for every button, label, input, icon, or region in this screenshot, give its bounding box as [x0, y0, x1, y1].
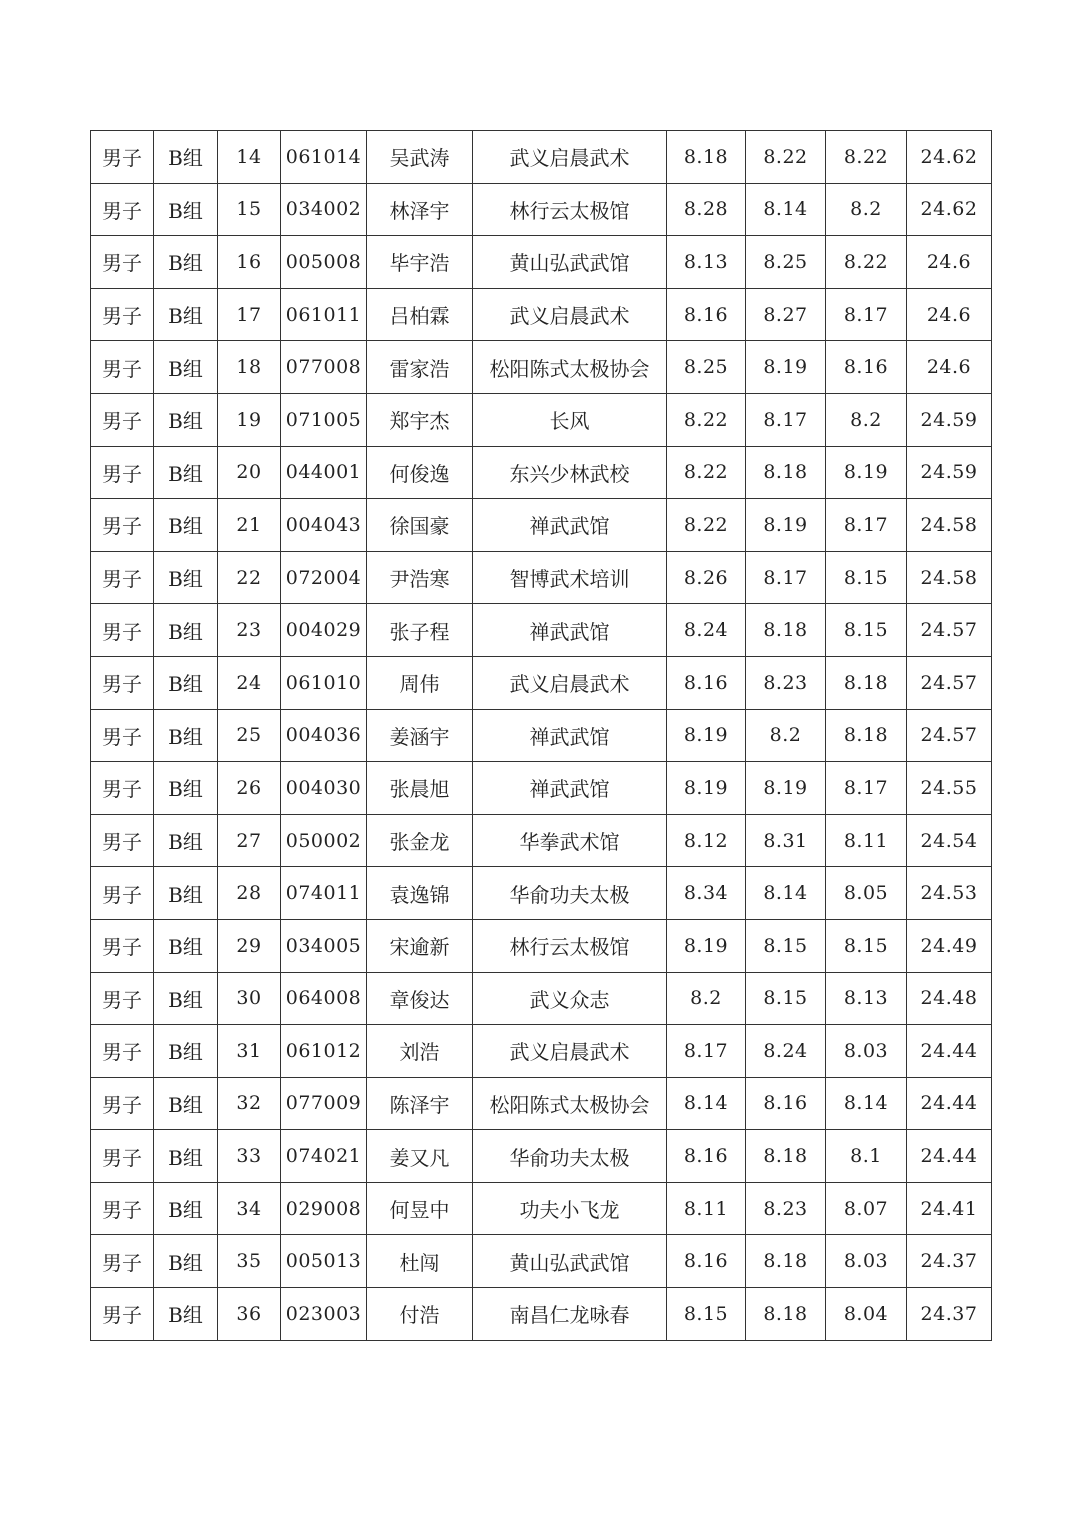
rank-cell: 23	[218, 604, 281, 657]
group-cell: B组	[154, 656, 218, 709]
club-cell: 长风	[473, 393, 667, 446]
rank-cell: 27	[218, 814, 281, 867]
score-3-cell: 8.17	[826, 762, 907, 815]
score-3-cell: 8.2	[826, 393, 907, 446]
athlete-id-cell: 034002	[281, 183, 367, 236]
gender-cell: 男子	[91, 709, 154, 762]
score-3-cell: 8.15	[826, 551, 907, 604]
group-cell: B组	[154, 867, 218, 920]
athlete-name-cell: 张金龙	[367, 814, 473, 867]
group-cell: B组	[154, 446, 218, 499]
score-1-cell: 8.24	[667, 604, 746, 657]
athlete-name-cell: 章俊达	[367, 972, 473, 1025]
score-2-cell: 8.18	[746, 1288, 826, 1341]
gender-cell: 男子	[91, 236, 154, 289]
athlete-id-cell: 061014	[281, 131, 367, 184]
total-score-cell: 24.6	[907, 288, 992, 341]
table-row	[91, 656, 992, 709]
club-cell: 智博武术培训	[473, 551, 667, 604]
group-cell: B组	[154, 341, 218, 394]
club-cell: 禅武武馆	[473, 762, 667, 815]
athlete-id-cell: 077008	[281, 341, 367, 394]
group-cell: B组	[154, 183, 218, 236]
score-1-cell: 8.16	[667, 288, 746, 341]
score-2-cell: 8.17	[746, 551, 826, 604]
club-cell: 禅武武馆	[473, 709, 667, 762]
group-cell: B组	[154, 1288, 218, 1341]
athlete-name-cell: 雷家浩	[367, 341, 473, 394]
club-cell: 华俞功夫太极	[473, 867, 667, 920]
rank-cell: 26	[218, 762, 281, 815]
table-row	[91, 867, 992, 920]
athlete-id-cell: 023003	[281, 1288, 367, 1341]
athlete-name-cell: 尹浩寒	[367, 551, 473, 604]
score-2-cell: 8.23	[746, 1182, 826, 1235]
group-cell: B组	[154, 1025, 218, 1078]
score-3-cell: 8.03	[826, 1025, 907, 1078]
score-2-cell: 8.18	[746, 446, 826, 499]
score-1-cell: 8.17	[667, 1025, 746, 1078]
group-cell: B组	[154, 604, 218, 657]
gender-cell: 男子	[91, 762, 154, 815]
score-3-cell: 8.22	[826, 131, 907, 184]
table-row	[91, 1288, 992, 1341]
rank-cell: 22	[218, 551, 281, 604]
score-3-cell: 8.11	[826, 814, 907, 867]
table-row	[91, 1235, 992, 1288]
athlete-name-cell: 周伟	[367, 656, 473, 709]
score-3-cell: 8.18	[826, 656, 907, 709]
club-cell: 武义众志	[473, 972, 667, 1025]
rank-cell: 29	[218, 919, 281, 972]
rank-cell: 35	[218, 1235, 281, 1288]
athlete-id-cell: 061010	[281, 656, 367, 709]
athlete-name-cell: 何昱中	[367, 1182, 473, 1235]
table-row	[91, 972, 992, 1025]
club-cell: 禅武武馆	[473, 499, 667, 552]
score-1-cell: 8.18	[667, 131, 746, 184]
score-3-cell: 8.2	[826, 183, 907, 236]
total-score-cell: 24.49	[907, 919, 992, 972]
club-cell: 南昌仁龙咏春	[473, 1288, 667, 1341]
athlete-name-cell: 郑宇杰	[367, 393, 473, 446]
club-cell: 东兴少林武校	[473, 446, 667, 499]
score-3-cell: 8.18	[826, 709, 907, 762]
rank-cell: 18	[218, 341, 281, 394]
gender-cell: 男子	[91, 1288, 154, 1341]
score-3-cell: 8.14	[826, 1077, 907, 1130]
total-score-cell: 24.54	[907, 814, 992, 867]
athlete-name-cell: 刘浩	[367, 1025, 473, 1078]
rank-cell: 14	[218, 131, 281, 184]
athlete-id-cell: 074021	[281, 1130, 367, 1183]
score-1-cell: 8.34	[667, 867, 746, 920]
score-1-cell: 8.12	[667, 814, 746, 867]
athlete-name-cell: 陈泽宇	[367, 1077, 473, 1130]
total-score-cell: 24.41	[907, 1182, 992, 1235]
athlete-id-cell: 064008	[281, 972, 367, 1025]
rank-cell: 33	[218, 1130, 281, 1183]
score-2-cell: 8.31	[746, 814, 826, 867]
score-1-cell: 8.19	[667, 709, 746, 762]
group-cell: B组	[154, 288, 218, 341]
score-1-cell: 8.25	[667, 341, 746, 394]
score-2-cell: 8.14	[746, 867, 826, 920]
group-cell: B组	[154, 1235, 218, 1288]
athlete-name-cell: 吴武涛	[367, 131, 473, 184]
table-row	[91, 551, 992, 604]
gender-cell: 男子	[91, 919, 154, 972]
athlete-id-cell: 061011	[281, 288, 367, 341]
score-2-cell: 8.27	[746, 288, 826, 341]
total-score-cell: 24.37	[907, 1288, 992, 1341]
athlete-id-cell: 061012	[281, 1025, 367, 1078]
gender-cell: 男子	[91, 446, 154, 499]
score-3-cell: 8.03	[826, 1235, 907, 1288]
group-cell: B组	[154, 919, 218, 972]
club-cell: 华拳武术馆	[473, 814, 667, 867]
rank-cell: 34	[218, 1182, 281, 1235]
gender-cell: 男子	[91, 551, 154, 604]
table-row	[91, 1025, 992, 1078]
table-row	[91, 446, 992, 499]
total-score-cell: 24.59	[907, 393, 992, 446]
gender-cell: 男子	[91, 1025, 154, 1078]
group-cell: B组	[154, 236, 218, 289]
score-3-cell: 8.15	[826, 604, 907, 657]
score-2-cell: 8.14	[746, 183, 826, 236]
rank-cell: 17	[218, 288, 281, 341]
table-row	[91, 288, 992, 341]
gender-cell: 男子	[91, 867, 154, 920]
score-1-cell: 8.22	[667, 446, 746, 499]
score-3-cell: 8.17	[826, 288, 907, 341]
club-cell: 松阳陈式太极协会	[473, 1077, 667, 1130]
gender-cell: 男子	[91, 1235, 154, 1288]
rank-cell: 30	[218, 972, 281, 1025]
score-1-cell: 8.19	[667, 919, 746, 972]
total-score-cell: 24.62	[907, 131, 992, 184]
group-cell: B组	[154, 393, 218, 446]
club-cell: 禅武武馆	[473, 604, 667, 657]
club-cell: 功夫小飞龙	[473, 1182, 667, 1235]
total-score-cell: 24.58	[907, 499, 992, 552]
athlete-id-cell: 050002	[281, 814, 367, 867]
results-sheet	[90, 130, 992, 1341]
athlete-name-cell: 张子程	[367, 604, 473, 657]
table-row	[91, 499, 992, 552]
total-score-cell: 24.44	[907, 1077, 992, 1130]
score-2-cell: 8.24	[746, 1025, 826, 1078]
table-row	[91, 814, 992, 867]
rank-cell: 31	[218, 1025, 281, 1078]
score-2-cell: 8.2	[746, 709, 826, 762]
athlete-name-cell: 袁逸锦	[367, 867, 473, 920]
gender-cell: 男子	[91, 288, 154, 341]
total-score-cell: 24.62	[907, 183, 992, 236]
table-row	[91, 1182, 992, 1235]
rank-cell: 24	[218, 656, 281, 709]
score-3-cell: 8.04	[826, 1288, 907, 1341]
table-row	[91, 131, 992, 184]
club-cell: 武义启晨武术	[473, 1025, 667, 1078]
athlete-name-cell: 姜涵宇	[367, 709, 473, 762]
gender-cell: 男子	[91, 499, 154, 552]
total-score-cell: 24.53	[907, 867, 992, 920]
score-2-cell: 8.19	[746, 499, 826, 552]
table-row	[91, 393, 992, 446]
score-1-cell: 8.13	[667, 236, 746, 289]
club-cell: 华俞功夫太极	[473, 1130, 667, 1183]
total-score-cell: 24.44	[907, 1130, 992, 1183]
score-2-cell: 8.19	[746, 341, 826, 394]
gender-cell: 男子	[91, 1130, 154, 1183]
athlete-name-cell: 宋逾新	[367, 919, 473, 972]
group-cell: B组	[154, 762, 218, 815]
athlete-name-cell: 毕宇浩	[367, 236, 473, 289]
total-score-cell: 24.57	[907, 656, 992, 709]
score-2-cell: 8.18	[746, 1235, 826, 1288]
total-score-cell: 24.57	[907, 604, 992, 657]
total-score-cell: 24.6	[907, 341, 992, 394]
athlete-name-cell: 林泽宇	[367, 183, 473, 236]
total-score-cell: 24.59	[907, 446, 992, 499]
score-2-cell: 8.25	[746, 236, 826, 289]
gender-cell: 男子	[91, 814, 154, 867]
results-table-body	[91, 131, 992, 1341]
gender-cell: 男子	[91, 604, 154, 657]
athlete-id-cell: 004029	[281, 604, 367, 657]
gender-cell: 男子	[91, 972, 154, 1025]
athlete-name-cell: 徐国豪	[367, 499, 473, 552]
club-cell: 林行云太极馆	[473, 183, 667, 236]
table-row	[91, 236, 992, 289]
club-cell: 武义启晨武术	[473, 288, 667, 341]
score-2-cell: 8.18	[746, 604, 826, 657]
total-score-cell: 24.44	[907, 1025, 992, 1078]
club-cell: 松阳陈式太极协会	[473, 341, 667, 394]
group-cell: B组	[154, 1130, 218, 1183]
table-row	[91, 1077, 992, 1130]
total-score-cell: 24.6	[907, 236, 992, 289]
club-cell: 黄山弘武武馆	[473, 1235, 667, 1288]
group-cell: B组	[154, 499, 218, 552]
total-score-cell: 24.37	[907, 1235, 992, 1288]
score-2-cell: 8.18	[746, 1130, 826, 1183]
score-1-cell: 8.19	[667, 762, 746, 815]
athlete-id-cell: 005008	[281, 236, 367, 289]
score-1-cell: 8.22	[667, 499, 746, 552]
rank-cell: 15	[218, 183, 281, 236]
club-cell: 武义启晨武术	[473, 656, 667, 709]
athlete-name-cell: 付浩	[367, 1288, 473, 1341]
score-1-cell: 8.26	[667, 551, 746, 604]
athlete-id-cell: 029008	[281, 1182, 367, 1235]
score-1-cell: 8.16	[667, 656, 746, 709]
group-cell: B组	[154, 1077, 218, 1130]
table-row	[91, 919, 992, 972]
score-1-cell: 8.28	[667, 183, 746, 236]
athlete-name-cell: 何俊逸	[367, 446, 473, 499]
rank-cell: 21	[218, 499, 281, 552]
group-cell: B组	[154, 972, 218, 1025]
score-1-cell: 8.16	[667, 1130, 746, 1183]
score-2-cell: 8.16	[746, 1077, 826, 1130]
athlete-id-cell: 072004	[281, 551, 367, 604]
results-table	[90, 130, 992, 1341]
athlete-id-cell: 004043	[281, 499, 367, 552]
gender-cell: 男子	[91, 1182, 154, 1235]
table-row	[91, 341, 992, 394]
athlete-id-cell: 077009	[281, 1077, 367, 1130]
total-score-cell: 24.57	[907, 709, 992, 762]
club-cell: 黄山弘武武馆	[473, 236, 667, 289]
score-3-cell: 8.13	[826, 972, 907, 1025]
rank-cell: 36	[218, 1288, 281, 1341]
group-cell: B组	[154, 814, 218, 867]
club-cell: 林行云太极馆	[473, 919, 667, 972]
score-1-cell: 8.2	[667, 972, 746, 1025]
athlete-id-cell: 044001	[281, 446, 367, 499]
athlete-id-cell: 004036	[281, 709, 367, 762]
rank-cell: 25	[218, 709, 281, 762]
gender-cell: 男子	[91, 131, 154, 184]
athlete-name-cell: 张晨旭	[367, 762, 473, 815]
rank-cell: 28	[218, 867, 281, 920]
score-2-cell: 8.22	[746, 131, 826, 184]
score-1-cell: 8.16	[667, 1235, 746, 1288]
table-row	[91, 604, 992, 657]
rank-cell: 19	[218, 393, 281, 446]
gender-cell: 男子	[91, 341, 154, 394]
score-3-cell: 8.22	[826, 236, 907, 289]
group-cell: B组	[154, 709, 218, 762]
gender-cell: 男子	[91, 393, 154, 446]
table-row	[91, 1130, 992, 1183]
score-3-cell: 8.17	[826, 499, 907, 552]
total-score-cell: 24.58	[907, 551, 992, 604]
table-row	[91, 709, 992, 762]
score-3-cell: 8.16	[826, 341, 907, 394]
athlete-id-cell: 004030	[281, 762, 367, 815]
score-3-cell: 8.19	[826, 446, 907, 499]
gender-cell: 男子	[91, 656, 154, 709]
athlete-name-cell: 杜闯	[367, 1235, 473, 1288]
athlete-name-cell: 姜又凡	[367, 1130, 473, 1183]
rank-cell: 32	[218, 1077, 281, 1130]
athlete-name-cell: 吕柏霖	[367, 288, 473, 341]
total-score-cell: 24.55	[907, 762, 992, 815]
table-row	[91, 762, 992, 815]
score-1-cell: 8.14	[667, 1077, 746, 1130]
score-3-cell: 8.05	[826, 867, 907, 920]
score-3-cell: 8.07	[826, 1182, 907, 1235]
score-2-cell: 8.15	[746, 919, 826, 972]
score-3-cell: 8.15	[826, 919, 907, 972]
score-1-cell: 8.11	[667, 1182, 746, 1235]
group-cell: B组	[154, 551, 218, 604]
score-2-cell: 8.19	[746, 762, 826, 815]
group-cell: B组	[154, 131, 218, 184]
athlete-id-cell: 071005	[281, 393, 367, 446]
group-cell: B组	[154, 1182, 218, 1235]
score-2-cell: 8.17	[746, 393, 826, 446]
total-score-cell: 24.48	[907, 972, 992, 1025]
score-3-cell: 8.1	[826, 1130, 907, 1183]
athlete-id-cell: 074011	[281, 867, 367, 920]
score-2-cell: 8.23	[746, 656, 826, 709]
table-row	[91, 183, 992, 236]
score-2-cell: 8.15	[746, 972, 826, 1025]
score-1-cell: 8.22	[667, 393, 746, 446]
gender-cell: 男子	[91, 183, 154, 236]
gender-cell: 男子	[91, 1077, 154, 1130]
athlete-id-cell: 005013	[281, 1235, 367, 1288]
athlete-id-cell: 034005	[281, 919, 367, 972]
rank-cell: 20	[218, 446, 281, 499]
rank-cell: 16	[218, 236, 281, 289]
club-cell: 武义启晨武术	[473, 131, 667, 184]
score-1-cell: 8.15	[667, 1288, 746, 1341]
